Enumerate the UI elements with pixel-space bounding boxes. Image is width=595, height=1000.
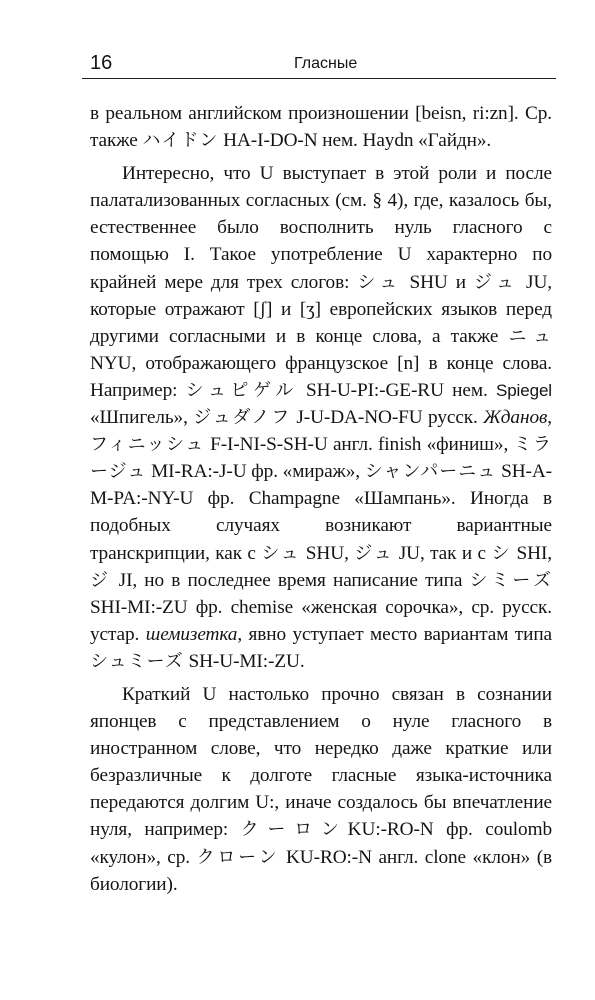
text-run: NYU, отображающего французское [n] в конце слова. Например: [90, 352, 552, 401]
katakana-word: ジュ [473, 271, 519, 293]
katakana-word: ニュ [508, 325, 553, 347]
text-run: Интересно, что U выступает в этой роли и после палатализованных согласных (см. § 4), где, казалось бы, естественнее было восполнить нуль гласного с помощью I. Такое употребление U характерно по крайней мере для трех слогов: [90, 163, 552, 293]
page-number: 16 [90, 52, 113, 74]
text-run: SHI-MI:-ZU фр. chemise «женская сорочка», ср. русск. устар. [90, 596, 552, 645]
text-run: F-I-NI-S-SH-U англ. finish «финиш», [204, 434, 514, 456]
katakana-word: シャンパーニュ [364, 461, 497, 483]
running-title: Гласные [294, 55, 358, 72]
katakana-word: フィニッシュ [90, 434, 205, 456]
katakana-word: クローン [196, 846, 280, 868]
katakana-word: シ [491, 542, 512, 564]
katakana-word: ミラージュ [90, 434, 553, 483]
text-run: Краткий U настолько прочно связан в сознании японцев с представлением о нуле гласного в иностранном слове, что нередко даже краткие или безразличные к долготе гласные языка-источника передаются долгим U:, иначе создалось бы впечатление нуля, например: [90, 683, 552, 841]
italic-word: шемизетка [145, 623, 238, 645]
text-run: SHU, [300, 542, 355, 564]
katakana-word: シュミーズ [90, 650, 184, 672]
text-run: SH-U-MI:-ZU. [183, 650, 305, 672]
katakana-word: クーロン [240, 819, 348, 841]
katakana-word: ジ [90, 569, 112, 591]
text-run: JU, так и с [393, 542, 492, 564]
text-run: KU:-RO-N фр. coulomb «кулон», ср. [90, 819, 553, 868]
katakana-word: シュピゲル [185, 379, 298, 401]
text-run: MI-RA:-J-U фр. «мираж», [146, 461, 365, 483]
text-run: JI, но в последнее время написание типа [111, 569, 470, 591]
foreign-word: Spiegel [495, 380, 552, 400]
text-run: , явно уступает место вариантам типа [237, 623, 552, 645]
katakana-word: シミーズ [469, 569, 552, 591]
paragraph-2 [90, 160, 552, 675]
text-run: SH-A-M-PA:-NY-U фр. Champagne «Шампань». Иногда в подобных случаях возникают вариантные транскрипции, как с [90, 461, 553, 564]
paragraph-3 [90, 681, 552, 898]
text-run: HA-I-DO-N нем. Haydn «Гайдн». [218, 130, 492, 152]
katakana-word: ハイドン [142, 130, 219, 152]
paragraph-1 [90, 100, 552, 154]
text-run: «Шпигель», [90, 407, 194, 429]
katakana-word: シュ [357, 271, 402, 293]
italic-word: Жданов [483, 407, 548, 429]
text-run: KU-RO:-N англ. clone «клон» (в биологии). [90, 846, 553, 895]
text-run: J-U-DA-NO-FU русск. [290, 407, 484, 429]
text-run: JU, которые отражают [ʃ] и [ʒ] европейских языков перед другими согласными и в конце слова, а также [90, 271, 553, 347]
running-header [82, 44, 556, 79]
katakana-word: シュ [261, 542, 301, 564]
text-run: , [547, 407, 552, 429]
katakana-word: ジュ [354, 542, 394, 564]
text-run: в реальном английском произношении [beisn, ri:zn]. Ср. также [90, 103, 552, 152]
text-run: SHI, [511, 542, 553, 564]
text-run: SHU и [401, 271, 474, 293]
text-run: SH-U-PI:-GE-RU нем. [297, 379, 496, 401]
body-text [90, 100, 552, 898]
katakana-word: ジュダノフ [193, 407, 291, 429]
